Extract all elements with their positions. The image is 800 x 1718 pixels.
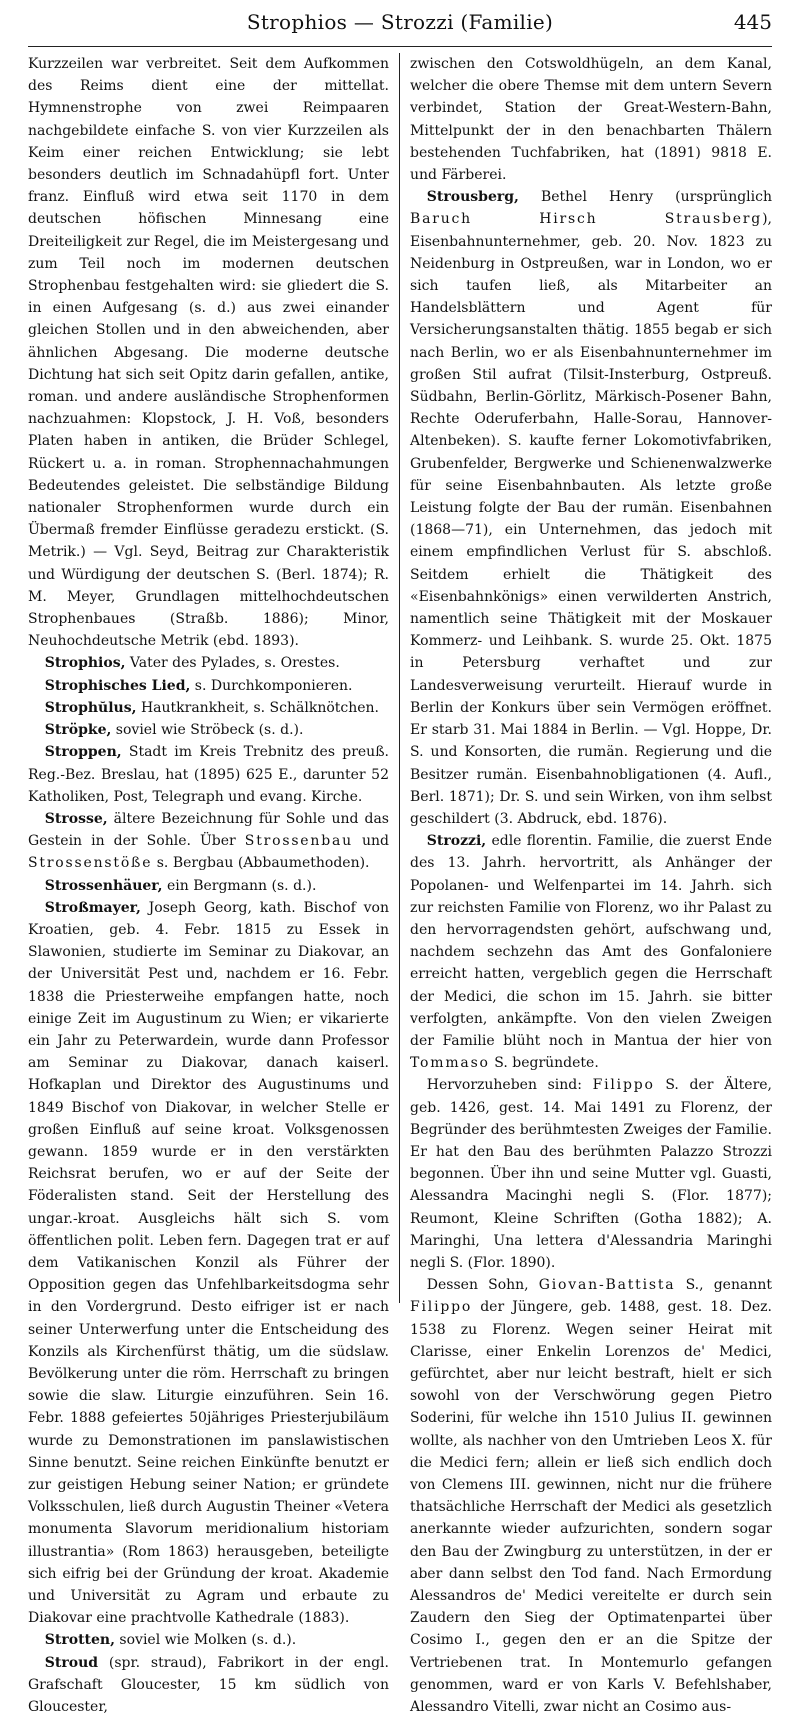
right-entry: [410, 186, 772, 830]
left-entry: [28, 741, 389, 808]
spaced-name: Strossenstöße: [28, 855, 153, 872]
right-column: [400, 53, 772, 1716]
page-number: 445: [733, 10, 772, 34]
entry-text: S., genannt: [675, 1277, 772, 1294]
entry-text: Hervorzuheben sind:: [426, 1077, 593, 1094]
running-title: Strophios — Strozzi (Familie): [246, 10, 554, 34]
right-entry: [410, 830, 772, 1074]
entry-text: Hautkrankheit, s. Schälknötchen.: [136, 699, 379, 716]
entry-text: und: [352, 833, 389, 850]
spaced-name: Baruch Hirsch Strausberg: [410, 211, 763, 228]
left-entry: [28, 719, 389, 741]
spaced-name: Strossenbau: [244, 833, 353, 850]
right-entry: [410, 1074, 772, 1274]
spaced-name: Tommaso: [410, 1055, 490, 1072]
headword: Strozzi,: [426, 833, 487, 850]
left-entry: [28, 875, 389, 897]
left-entry: [28, 1629, 389, 1651]
entry-text: Stadt im Kreis Trebnitz des preuß. Reg.-Bez. Breslau, hat (1895) 625 E., darunter 52 Katholiken, Post, Telegraph und evang. Kirche.: [28, 744, 389, 805]
left-entry: [28, 652, 389, 674]
headword: Stroppen,: [44, 744, 122, 761]
left-entry: [28, 1652, 389, 1718]
headword: Ströpke,: [44, 722, 112, 739]
spaced-name: Giovan-Battista: [538, 1277, 676, 1294]
headword: Strousberg,: [426, 189, 519, 206]
headword: Strossenhäuer,: [44, 877, 163, 894]
entry-text: s. Durchkomponieren.: [190, 677, 353, 694]
left-entry: [28, 808, 389, 875]
headword: Strophios,: [44, 655, 126, 672]
spaced-name: Filippo: [410, 1299, 473, 1316]
entry-text: soviel wie Ströbeck (s. d.).: [111, 722, 304, 739]
entry-text: Vater des Pylades, s. Orestes.: [125, 655, 340, 672]
headword: Stroßmayer,: [44, 899, 141, 916]
text-columns: [28, 53, 772, 1716]
left-entry: [28, 697, 389, 719]
entry-text: zwischen den Cotswoldhügeln, an dem Kanal, welcher die obere Themse mit dem untern Severn verbindet, Station der Great-Western-Bahn, Mittelpunkt der in den benachbarten Thälern bestehenden Tuchfabriken, hat (1891) 9818 E. und Färberei.: [410, 56, 772, 184]
spaced-name: Filippo: [592, 1077, 655, 1094]
entry-text: ), Eisenbahnunternehmer, geb. 20. Nov. 1823 zu Neidenburg in Ostpreußen, war in London, wo er sich taufen ließ, als Mitarbeiter an Handelsblättern und Agent für Versicherungsanstalten thätig. 1855 begab er sich nach Berlin, wo er als Eisenbahnunternehmer im großen Stil aufrat (Tilsit-Insterburg, Ostpreuß. Südbahn, Berlin-Görlitz, Märkisch-Posener Bahn, Rechte Oderuferbahn, Halle-Sorau, Hannover-Altenbeken). S. kaufte ferner Lokomotivfabriken, Grubenfelder, Bergwerke und Schienenwalzwerke für seine Eisenbahnbauten. Als letzte große Leistung folgte der Bau der rumän. Eisenbahnen (1868—71), ein Unternehmen, das jedoch mit einem empfindlichen Verlust für S. abschloß. Seitdem erhielt die Thätigkeit des «Eisenbahnkönigs» einen verwilderten Anstrich, namentlich seine Thätigkeit mit der Moskauer Kommerz- und Leihbank. S. wurde 25. Okt. 1875 in Petersburg verhaftet und zur Landesverweisung verurteilt. Hierauf wurde in Berlin der Konkurs über sein Vermögen eröffnet. Er starb 31. Mai 1884 in Berlin. — Vgl. Hoppe, Dr. S. und Konsorten, die rumän. Regierung und die Besitzer rumän. Eisenbahnobligationen (4. Aufl., Berl. 1871); Dr. S. und sein Wirken, von ihm selbst geschildert (3. Abdruck, ebd. 1876).: [410, 211, 772, 827]
entry-text: ein Bergmann (s. d.).: [162, 877, 317, 894]
entry-text: s. Bergbau (Abbaumethoden).: [152, 855, 370, 872]
entry-text: S. der Ältere, geb. 1426, gest. 14. Mai 1491 zu Florenz, der Begründer des berühmtesten Zweiges der Familie. Er hat den Bau des berühmten Palazzo Strozzi begonnen. Über ihn und seine Mutter vgl. Guasti, Alessandra Macinghi negli S. (Flor. 1877); Reumont, Kleine Schriften (Gotha 1882); A. Maringhi, Una lettera d'Alessandria Maringhi negli S. (Flor. 1890).: [410, 1077, 772, 1271]
entry-text: (spr. straud), Fabrikort in der engl. Grafschaft Gloucester, 15 km südlich von Gloucester,: [28, 1654, 389, 1716]
entry-text: S. begründete.: [489, 1055, 599, 1072]
entry-text: Joseph Georg, kath. Bischof von Kroatien, geb. 4. Febr. 1815 zu Essek in Slawonien, studierte im Seminar zu Diakovar, an der Universität Pest und, nachdem er 16. Febr. 1838 die Priesterweihe empfangen hatte, noch einige Zeit im Augustinum zu Wien; er vikarierte ein Jahr zu Peterwardein, wurde dann Professor am Seminar zu Diakovar, danach kaiserl. Hofkaplan und Direktor des Augustinums und 1849 Bischof von Diakovar, in welcher Stelle er großen Einfluß auf seine kroat. Volksgenossen gewann. 1859 wurde er in den verstärkten Reichsrat berufen, wo er auf der Seite der Föderalisten stand. Seit der Herstellung des ungar.-kroat. Ausgleichs hält sich S. vom öffentlichen polit. Leben fern. Dagegen trat er auf dem Vatikanischen Konzil als Führer der Opposition gegen das Unfehlbarkeitsdogma sehr in den Vordergrund. Desto eifriger ist er nach seiner Unterwerfung unter die Entscheidung des Konzils als Kirchenfürst thätig, um die südslaw. Bevölkerung unter die röm. Herrschaft zu bringen sowie die slaw. Liturgie einzuführen. Sein 16. Febr. 1888 gefeiertes 50jähriges Priesterjubiläum wurde zu Demonstrationen im panslawistischen Sinne benutzt. Seine reichen Einkünfte benutzt er zur geistigen Hebung seiner Nation; er gründete Volksschulen, ließ durch Augustin Theiner «Vetera monumenta Slavorum meridionalium historiam illustrantia» (Rom 1863) herausgeben, beteiligte sich eifrig bei der Gründung der kroat. Akademie und Universität zu Agram und erbaute zu Diakovar eine prachtvolle Kathedrale (1883).: [28, 899, 389, 1627]
headword: Strosse,: [44, 810, 108, 827]
left-continuation: [28, 53, 389, 652]
entry-text: Kurzzeilen war verbreitet. Seit dem Aufkommen des Reims dient eine der mittellat. Hymnenstrophe von zwei Reimpaaren nachgebildete einfache S. von vier Kurzzeilen als Keim einer reichen Entwicklung; sie lebt besonders deutlich im Schnadahüpfl fort. Unter franz. Einfluß wird etwa seit 1170 in dem deutschen höfischen Minnesang eine Dreiteiligkeit zur Regel, die im Meistergesang und zum Teil noch im modernen deutschen Strophenbau festgehalten wird: sie gliedert die S. in einen Aufgesang (s. d.) aus zwei einander gleichen Stollen und in den abweichenden, aber ähnlichen Abgesang. Die moderne deutsche Dichtung hat sich seit Opitz darin gefallen, antike, roman. und andere ausländische Strophenformen nachzuahmen: Klopstock, J. H. Voß, besonders Platen haben in antiken, die Brüder Schlegel, Rückert u. a. in roman. Strophennachahmungen Bedeutendes geleistet. Die selbständige Bildung nationaler Strophenformen wurde durch ein Übermaß fremder Einflüsse geradezu erstickt. (S. Metrik.) — Vgl. Seyd, Beitrag zur Charakteristik und Würdigung der deutschen S. (Berl. 1874); R. M. Meyer, Grundlagen mittelhochdeutschen Strophenbaues (Straßb. 1886); Minor, Neuhochdeutsche Metrik (ebd. 1893).: [28, 56, 389, 650]
entry-text: edle florentin. Familie, die zuerst Ende des 13. Jahrh. hervortritt, als Anhänger der Popolanen- und Welfenpartei im 14. Jahrh. sich zur reichsten Familie von Florenz, wo ihr Palast zu den hervorragendsten gehört, aufschwang und, nachdem sechzehn das Amt des Gonfaloniere erreicht hatten, vergeblich gegen die Herrschaft der Medici, die schon im 15. Jahrh. sie bitter verfolgten, ankämpfte. Von den vielen Zweigen der Familie blüht noch in Mantua der hier von: [410, 833, 772, 1049]
right-entry: [410, 1274, 772, 1718]
left-column: [28, 53, 400, 1716]
left-entry: [28, 675, 389, 697]
headword: Strophisches Lied,: [44, 677, 191, 694]
entry-text: ältere Bezeichnung für Sohle und das Gestein in der Sohle. Über: [28, 810, 389, 850]
headword: Strotten,: [44, 1632, 115, 1649]
headword: Strophŭlus,: [44, 699, 137, 716]
entry-text: soviel wie Molken (s. d.).: [114, 1632, 297, 1649]
entry-text: Dessen Sohn,: [426, 1277, 539, 1294]
left-entry: [28, 897, 389, 1630]
entry-text: Bethel Henry (ursprünglich: [518, 189, 772, 206]
right-continuation: [410, 53, 772, 186]
page-header: [28, 0, 772, 47]
headword: Stroud: [44, 1654, 99, 1671]
entry-text: der Jüngere, geb. 1488, gest. 18. Dez. 1538 zu Florenz. Wegen seiner Heirat mit Clarisse, einer Enkelin Lorenzos de' Medici, gefürchtet, aber nur leicht bestraft, hielt er sich sowohl von der Verschwörung gegen Pietro Soderini, für welche ihn 1510 Julius II. gewinnen wollte, als nachher von den Umtrieben Leos X. für die Medici fern; allein er ließ sich endlich doch von Clemens III. gewinnen, nicht nur die frühere thatsächliche Herrschaft der Medici als gesetzlich anerkannte wieder aufzurichten, sondern sogar den Bau der Zwingburg zu unterstützen, in der er aber dann selbst den Tod fand. Nach Ermordung Alessandros de' Medici vereitelte er durch sein Zaudern den Sieg der Optimatenpartei über Cosimo I., gegen den er an die Spitze der Vertriebenen trat. In Montemurlo gefangen genommen, ward er von Karls V. Befehlshaber, Alessandro Vitelli, zwar nicht an Cosimo aus-: [410, 1299, 772, 1716]
